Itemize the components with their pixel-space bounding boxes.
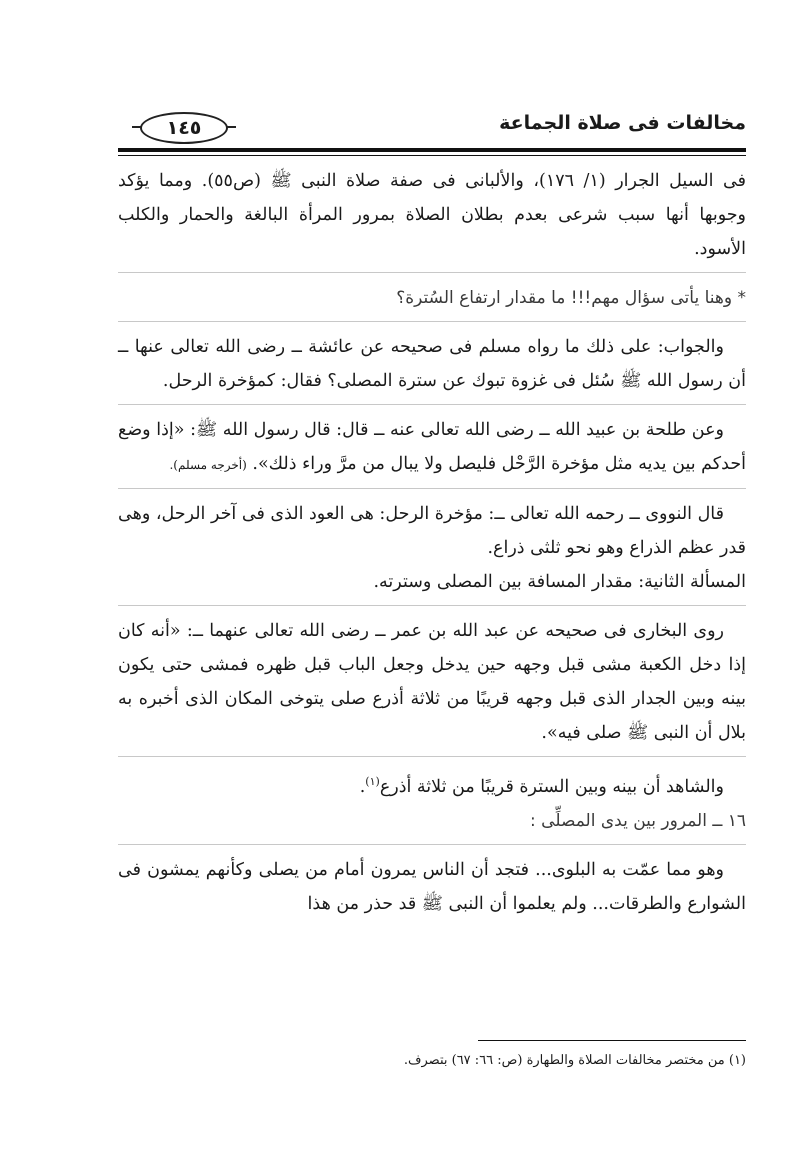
footnote-marker: (١)	[365, 775, 380, 788]
paragraph-witness	[118, 765, 746, 804]
page-number: ١٤٥	[166, 117, 202, 139]
footnote-rule	[478, 1040, 746, 1041]
question-heading: * وهنا يأتى سؤال مهم!!! ما مقدار ارتفاع السُترة؟	[118, 281, 746, 322]
paragraph-1: فى السيل الجرار (١/ ١٧٦)، والألبانى فى صفة صلاة النبى ﷺ (ص٥٥). ومما يؤكد وجوبها أنها سبب شرعى بعدم بطلان الصلاة بمرور المرأة البالغة والحمار والكلب الأسود.	[118, 164, 746, 273]
page-header	[118, 108, 746, 148]
witness-end: .	[359, 776, 366, 797]
page-number-badge	[140, 112, 228, 144]
page-body	[118, 164, 746, 921]
paragraph-talha	[118, 413, 746, 489]
paragraph-answer: والجواب: على ذلك ما رواه مسلم فى صحيحه عن عائشة ــ رضى الله تعالى عنها ــ أن رسول الله ﷺ سُئل فى غزوة تبوك عن سترة المصلى؟ فقال: كمؤخرة الرحل.	[118, 330, 746, 405]
running-title: مخالفات فى صلاة الجماعة	[499, 112, 746, 134]
header-rule-thick	[118, 148, 746, 152]
paragraph-bukhari: روى البخارى فى صحيحه عن عبد الله بن عمر ــ رضى الله تعالى عنهما ــ: «أنه كان إذا دخل الكعبة مشى قبل وجهه حين يدخل وجعل الباب قبل ظهره فمشى حتى يكون بينه وبين الجدار الذى قبل وجهه قريبًا من ثلاثة أذرع صلى يتوخى المكان الذى أخبره به بلال أن النبى ﷺ صلى فيه».	[118, 614, 746, 757]
issue-two: المسألة الثانية: مقدار المسافة بين المصلى وسترته.	[118, 565, 746, 606]
section-heading-16: ١٦ ــ المرور بين يدى المصلِّى :	[118, 804, 746, 845]
paragraph-passing: وهو مما عمّت به البلوى... فتجد أن الناس يمرون أمام من يصلى وكأنهم يمشون فى الشوارع والطرقات... ولم يعلموا أن النبى ﷺ قد حذر من هذا	[118, 859, 746, 914]
header-rule-thin	[118, 155, 746, 156]
footnote: (١) من مختصر مخالفات الصلاة والطهارة (ص: ٦٦: ٦٧) بتصرف.	[403, 1053, 746, 1068]
talha-hadith: وعن طلحة بن عبيد الله ــ رضى الله تعالى عنه ــ قال: قال رسول الله ﷺ: «إذا وضع أحدكم بين يديه مثل مؤخرة الرَّحْل فليصل ولا يبال من مرَّ وراء ذلك».	[118, 420, 746, 474]
talha-reference: (أخرجه مسلم).	[169, 458, 247, 472]
paragraph-nawawi: قال النووى ــ رحمه الله تعالى ــ: مؤخرة الرحل: هى العود الذى فى آخر الرحل، وهى قدر عظم الذراع وهو نحو ثلثى ذراع.	[118, 504, 746, 558]
witness-text: والشاهد أن بينه وبين السترة قريبًا من ثلاثة أذرع	[379, 776, 724, 797]
